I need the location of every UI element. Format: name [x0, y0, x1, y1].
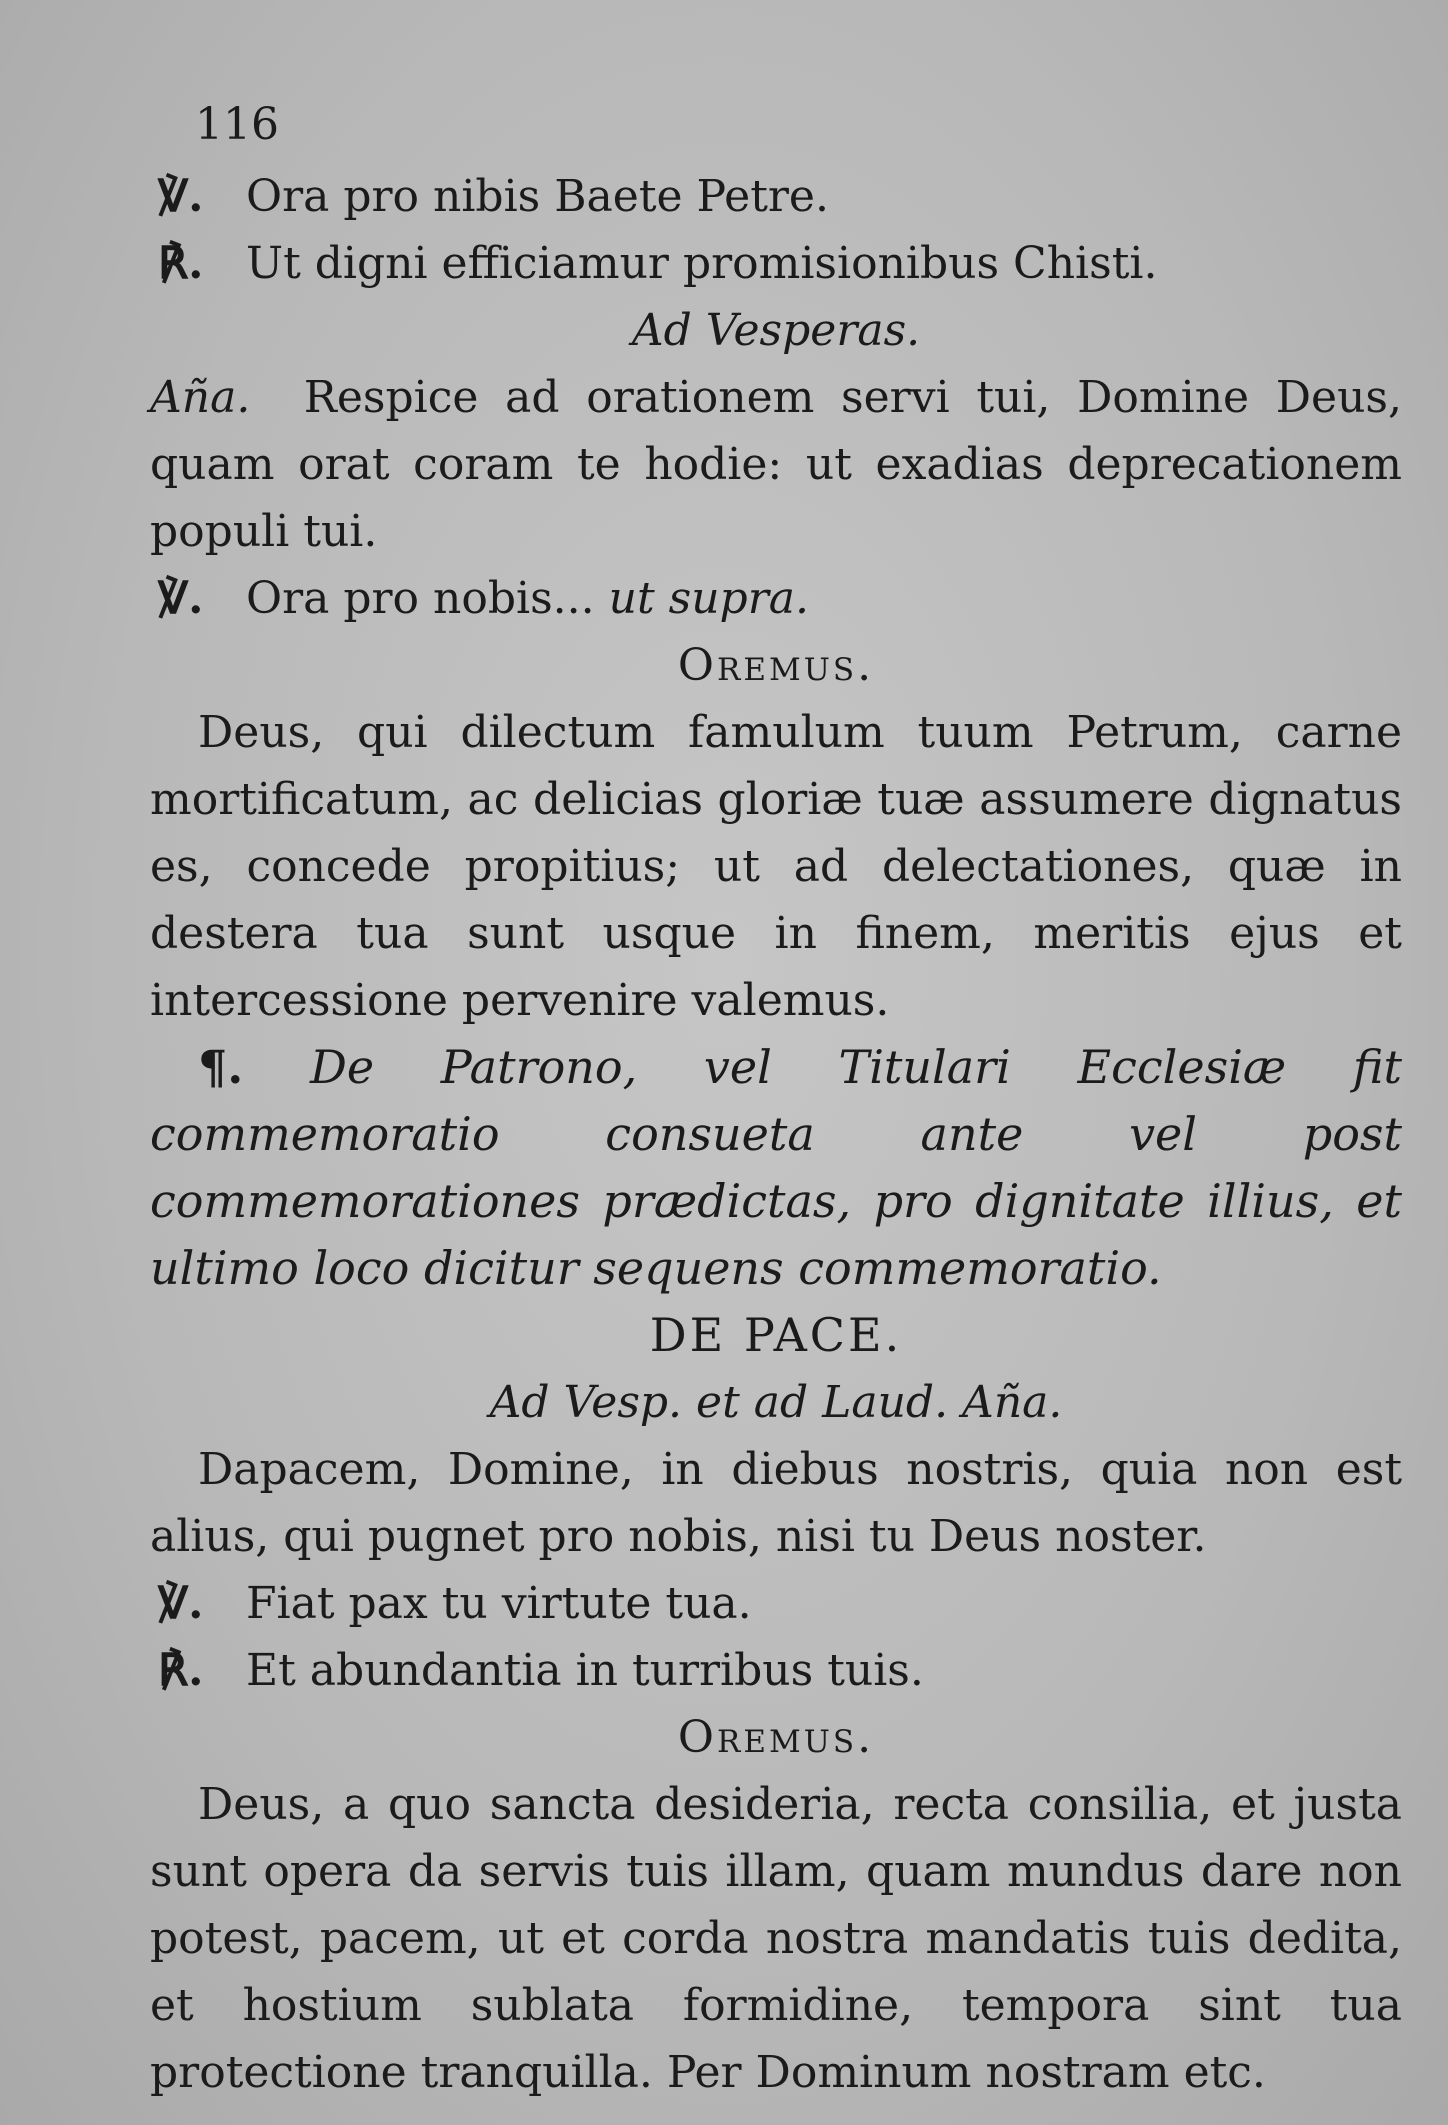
versicle-mark: ℣.: [158, 573, 204, 624]
response-text: Et abundantia in turribus tuis.: [246, 1645, 924, 1696]
versicle-mark: ℣.: [158, 171, 204, 222]
response-mark: ℟.: [158, 1645, 204, 1696]
versicle-text: Fiat pax tu virtute tua.: [246, 1578, 752, 1629]
response-line-1: [150, 230, 1402, 297]
rubric-mark: ¶.: [198, 1040, 244, 1094]
page-number: 116: [195, 99, 279, 150]
prayer-paragraph-2: Dapacem, Domine, in diebus nostris, quia non est alius, qui pugnet pro nobis, nisi tu Deus noster.: [150, 1444, 1402, 1562]
title-de-pace: DE PACE.: [649, 1308, 903, 1362]
response-line-2: [150, 1637, 1402, 1704]
rubric-text: De Patrono, vel Titulari Ecclesiæ fit commemoratio consueta ante vel post commemorationes prædictas, pro dignitate illius, et ultimo loco dicitur sequens commemoratio.: [150, 1040, 1402, 1295]
oremus-heading-2: Oremus.: [677, 1712, 875, 1763]
prayer-paragraph-3: Deus, a quo sancta desideria, recta consilia, et justa sunt opera da servis tuis illam, quam mundus dare non potest, pacem, ut et corda nostra mandatis tuis dedita, et hostium sublata formidine, tempora sint tua protectione tranquilla. Per Dominum nostram etc.: [150, 1779, 1402, 2098]
heading-ad-vesperas: Ad Vesperas.: [631, 305, 921, 356]
response-mark: ℟.: [158, 238, 204, 289]
oremus-heading-1: Oremus.: [677, 640, 875, 691]
antiphon-label: Aña.: [150, 372, 251, 423]
antiphon-paragraph: [150, 364, 1402, 565]
versicle-italic-tail: ut supra.: [608, 573, 809, 624]
prayer-paragraph-1: Deus, qui dilectum famulum tuum Petrum, carne mortificatum, ac delicias gloriæ tuæ assumere dignatus es, concede propitius; ut ad delectationes, quæ in destera tua sunt usque in finem, meritis ejus et intercessione pervenire valemus.: [150, 707, 1402, 1026]
heading-ad-vesp-laud: Ad Vesp. et ad Laud. Aña.: [489, 1377, 1063, 1428]
antiphon-text: Respice ad orationem servi tui, Domine Deus, quam orat coram te hodie: ut exadias deprecationem populi tui.: [150, 372, 1402, 557]
response-text: Ut digni efficiamur promisionibus Chisti.: [246, 238, 1158, 289]
versicle-text: Ora pro nibis Baete Petre.: [246, 171, 829, 222]
versicle-line-3: [150, 1570, 1402, 1637]
versicle-line-1: [150, 163, 1402, 230]
versicle-text: Ora pro nobis...: [246, 573, 595, 624]
rubric-paragraph: [150, 1034, 1402, 1302]
versicle-line-2: [150, 565, 1402, 632]
versicle-mark: ℣.: [158, 1578, 204, 1629]
